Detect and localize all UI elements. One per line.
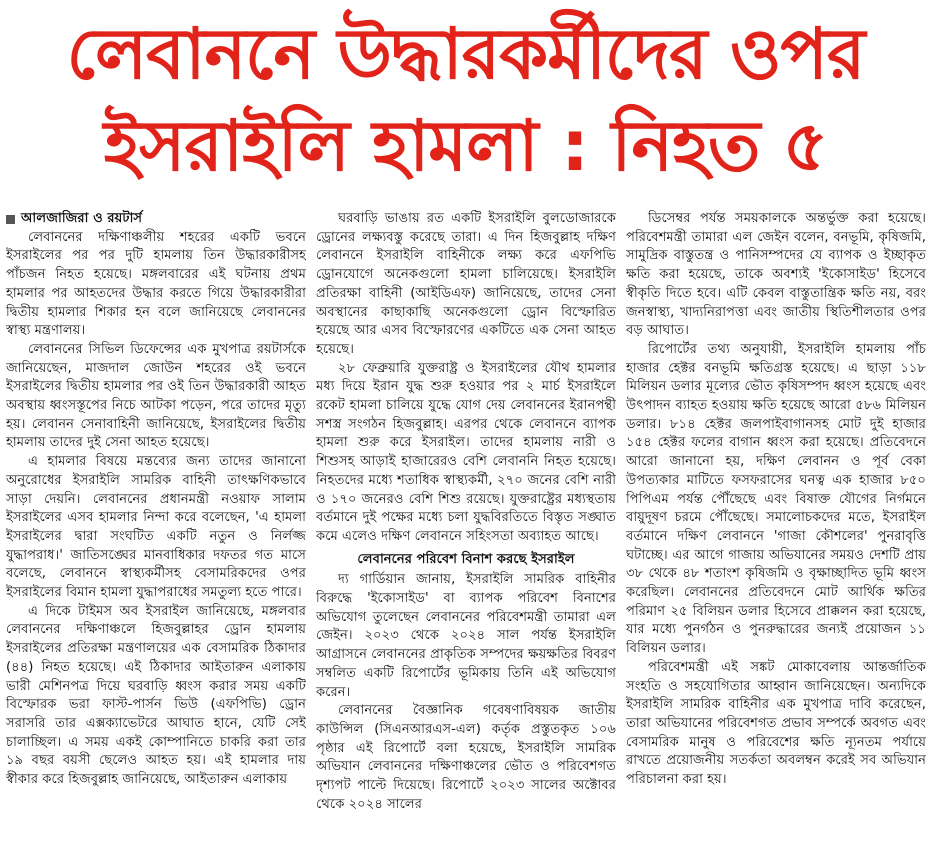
article-column-3 xyxy=(626,210,926,850)
headline xyxy=(0,0,931,206)
paragraph: লেবাননের বৈজ্ঞানিক গবেষণাবিষয়ক জাতীয় কাউন্সিল (সিএনআরএস-এল) কর্তৃক প্রস্তুতকৃত ১০৬ পৃষ্ঠার এই রিপোর্টে বলা হয়েছে, ইসরাইলি সামরিক অভিযান লেবাননের দক্ষিণাঞ্চলের ভৌত ও পরিবেশগত দৃশ্যপট পাল্টে দিয়েছে। রিপোর্টে ২০২৩ সালের অক্টোবর থেকে ২০২৪ সালের xyxy=(316,703,616,812)
paragraph: দ্য গার্ডিয়ান জানায়, ইসরাইলি সামরিক বাহিনীর বিরুদ্ধে 'ইকোসাইড' বা ব্যাপক পরিবেশ বিনাশের অভিযোগ তুলেছেন লেবাননের পরিবেশমন্ত্রী তামারা এল জেইন। ২০২৩ থেকে ২০২৪ সাল পর্যন্ত ইসরাইলি আগ্রাসনে লেবাননের প্রাকৃতিক সম্পদের ক্ষয়ক্ষতির বিবরণ সম্বলিত একটি রিপোর্টের ভূমিকায় তিনি এই অভিযোগ করেন। xyxy=(316,572,616,700)
paragraph: এ হামলার বিষয়ে মন্তব্যের জন্য তাদের জানানো অনুরোধের ইসরাইলি সামরিক বাহিনী তাৎক্ষণিকভাবে সাড়া দেয়নি। লেবাননের প্রধানমন্ত্রী নওয়াফ সালাম ইসরাইলের এসব হামলার নিন্দা করে বলেছেন, 'এ হামলা ইসরাইলের দ্বারা সংঘটিত একটি নতুন ও নির্লজ্জ যুদ্ধাপরাধ।' জাতিসঙ্ঘের মানবাধিকার দফতর গত মাসে বলেছে, লেবাননে স্বাস্থ্যকর্মীসহ বেসামরিকদের ওপর ইসরাইলের বিমান হামলা যুদ্ধাপরাধের সমতুল্য হতে পারে। xyxy=(6,454,306,601)
byline-text: আলজাজিরা ও রয়টার্স xyxy=(21,211,143,226)
paragraph: ডিসেম্বর পর্যন্ত সময়কালকে অন্তর্ভুক্ত করা হয়েছে। পরিবেশমন্ত্রী তামারা এল জেইন বলেন, বনভূমি, কৃষিজমি, সামুদ্রিক বাস্তুতন্ত্র ও পানিসম্পদের যে ব্যাপক ও ইচ্ছাকৃত ক্ষতি করা হয়েছে, তাকে অবশ্যই 'ইকোসাইড' হিসেবে স্বীকৃতি দিতে হবে। এটি কেবল বাস্তুতান্ত্রিক ক্ষতি নয়, বরং জনস্বাস্থ্য, খাদ্যনিরাপত্তা এবং জাতীয় স্থিতিশীলতার ওপর বড় আঘাত। xyxy=(626,211,926,339)
byline xyxy=(6,210,306,229)
paragraph: লেবাননের দক্ষিণাঞ্চলীয় শহরের একটি ভবনে ইসরাইলের পর পর দুটি হামলায় তিন উদ্ধারকারীসহ পাঁচজন নিহত হয়েছে। মঙ্গলবারের এই ঘটনায় প্রথম হামলার পর আহতদের উদ্ধার করতে গিয়ে উদ্ধারকারীরা দ্বিতীয় হামলার শিকার হন বলে জানিয়েছে লেবাননের স্বাস্থ্য মন্ত্রণালয়। xyxy=(6,229,306,339)
paragraph: এ দিকে টাইমস অব ইসরাইল জানিয়েছে, মঙ্গলবার লেবাননের দক্ষিণাঞ্চলে হিজবুল্লাহর ড্রোন হামলায় ইসরাইলের প্রতিরক্ষা মন্ত্রণালয়ের এক বেসামরিক ঠিকাদার (৪৪) নিহত হয়েছে। এই ঠিকাদার আইতারুন এলাকায় ভারী মেশিনপত্র দিয়ে ঘরবাড়ি ধ্বংস করার সময় একটি বিস্ফোরক ভরা ফাস্ট-পার্সন ভিউ (এফপিভি) ড্রোন সরাসরি তার এক্সক্যাভেটরে আঘাত হানে, যেটি সেই চালাচ্ছিল। এ সময় একই কোম্পানিতে চাকরি করা তার ১৯ বছর বয়সী ছেলেও আহত হয়। এই হামলার দায় স্বীকার করে হিজবুল্লাহ জানিয়েছে, আইতারুন এলাকায় xyxy=(6,603,306,788)
bullet-square-icon xyxy=(6,215,15,224)
article-body xyxy=(6,210,926,850)
paragraph: ২৮ ফেব্রুয়ারি যুক্তরাষ্ট্র ও ইসরাইলের যৌথ হামলার মধ্য দিয়ে ইরান যুদ্ধ শুরু হওয়ার পর ২ মার্চ ইসরাইলে রকেট হামলা চালিয়ে যুদ্ধে যোগ দেয় লেবাননের ইরানপন্থী সশস্ত্র সংগঠন হিজবুল্লাহ। এরপর থেকে লেবাননে ব্যাপক হামলা শুরু করে ইসরাইল। তাদের হামলায় নারী ও শিশুসহ আড়াই হাজারেরও বেশি লেবাননি নিহত হয়েছে। নিহতদের মধ্যে শতাধিক স্বাস্থ্যকর্মী, ২৭০ জনের বেশি নারী ও ১৭০ জনেরও বেশি শিশু রয়েছে। যুক্তরাষ্ট্রের মধ্যস্থতায় বর্তমানে দুই পক্ষের মধ্যে চলা যুদ্ধবিরতিতে বিস্তৃত সঙ্ঘাত কমে এলেও দক্ষিণ লেবাননে সহিংসতা অব্যাহত আছে। xyxy=(316,360,616,544)
article-column-2 xyxy=(316,210,616,850)
paragraph: ঘরবাড়ি ভাঙায় রত একটি ইসরাইলি বুলডোজারকে ড্রোনের লক্ষ্যবস্তু করেছে তারা। এ দিন হিজবুল্লাহ দক্ষিণ লেবাননে ইসরাইলি বাহিনীকে লক্ষ্য করে এফপিভি ড্রোনযোগে অনেকগুলো হামলা চালিয়েছে। ইসরাইলি প্রতিরক্ষা বাহিনী (আইডিএফ) জানিয়েছে, তাদের সেনা অবস্থানের কাছাকাছি অনেকগুলো ড্রোন বিস্ফোরিত হয়েছে আর এসব বিস্ফোরণের একটিতে এক সেনা আহত হয়েছে। xyxy=(316,211,616,357)
headline-line-2: ইসরাইলি হামলা : নিহত ৫ xyxy=(103,105,828,187)
paragraph: পরিবেশমন্ত্রী এই সঙ্কট মোকাবেলায় আন্তর্জাতিক সংহতি ও সহযোগিতার আহ্বান জানিয়েছেন। অন্যদিকে ইসরাইলি সামরিক বাহিনীর এক মুখপাত্র দাবি করেছেন, তারা অভিযানের পরিবেশগত প্রভাব সম্পর্কে অবগত এবং বেসামরিক মানুষ ও পরিবেশের ক্ষতি ন্যূনতম পর্যায়ে রাখতে প্রয়োজনীয় সতর্কতা অবলম্বন করেই সব অভিযান পরিচালনা করা হয়। xyxy=(626,659,926,788)
paragraph: লেবাননের সিভিল ডিফেন্সের এক মুখপাত্র রয়টার্সকে জানিয়েছেন, মাজদাল জোউন শহরের ওই ভবনে ইসরাইলের দ্বিতীয় হামলার পর ওই তিন উদ্ধারকারী আহত অবস্থায় ধ্বংসস্তূপের নিচে আটকা পড়েন, পরে তাদের মৃত্যু হয়। লেবানন সেনাবাহিনী জানিয়েছে, ইসরাইলের দ্বিতীয় হামলায় তাদের দুই সেনা আহত হয়েছে। xyxy=(6,341,306,451)
headline-line-1: লেবাননে উদ্ধারকর্মীদের ওপর xyxy=(66,13,865,95)
paragraph: রিপোর্টের তথ্য অনুযায়ী, ইসরাইলি হামলায় পাঁচ হাজার হেক্টর বনভূমি ক্ষতিগ্রস্ত হয়েছে। এ ছাড়া ১১৮ মিলিয়ন ডলার মূল্যের ভৌত কৃষিসম্পদ ধ্বংস হয়েছে এবং উৎপাদন ব্যাহত হওয়ায় ক্ষতি হয়েছে আরো ৫৮৬ মিলিয়ন ডলার। ৮১৪ হেক্টর জলপাইবাগানসহ মোট দুই হাজার ১৫৪ হেক্টর ফলের বাগান ধ্বংস করা হয়েছে। প্রতিবেদনে আরো জানানো হয়, দক্ষিণ লেবানন ও পূর্ব বেকা উপত্যকার মাটিতে ফসফরাসের ঘনত্ব এক হাজার ৮৫০ পিপিএম পর্যন্ত পৌঁছেছে এবং বিষাক্ত যৌগের নির্গমনে বায়ুদূষণ চরমে পৌঁছেছে। সমালোচকদের মতে, ইসরাইল বর্তমানে দক্ষিণ লেবাননে 'গাজা কৌশলের' পুনরাবৃত্তি ঘটাচ্ছে। এর আগে গাজায় অভিযানের সময়ও দেশটি প্রায় ৩৮ থেকে ৪৮ শতাংশ কৃষিজমি ও বৃক্ষাচ্ছাদিত ভূমি ধ্বংস করেছিল। লেবাননের প্রতিবেদনে মোট আর্থিক ক্ষতির পরিমাণ ২৫ বিলিয়ন ডলার হিসেবে প্রাক্কলন করা হয়েছে, যার মধ্যে পুনর্গঠন ও পুনরুদ্ধারের জন্যই প্রয়োজন ১১ বিলিয়ন ডলার। xyxy=(626,341,926,657)
article-column-1 xyxy=(6,210,306,850)
subheading: লেবাননের পরিবেশ বিনাশ করছে ইসরাইল xyxy=(357,551,575,567)
